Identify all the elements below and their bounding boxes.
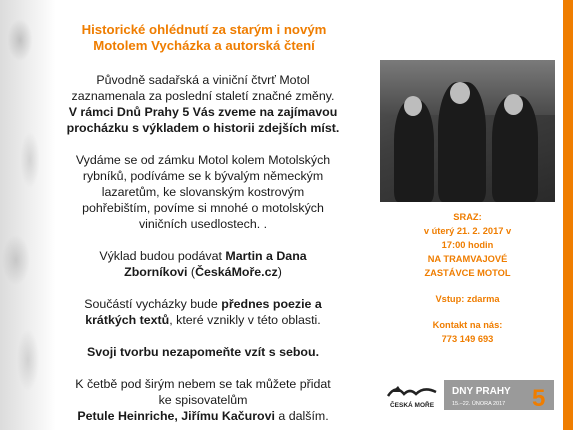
page-title: [64, 22, 344, 54]
svg-text:15.–22. ÚNORA 2017: 15.–22. ÚNORA 2017: [452, 401, 506, 407]
authors-names: Petule Heinriche, Jiřímu Kačurovi: [77, 409, 275, 423]
meeting-info: [380, 210, 555, 346]
intro-line-4: procházku s výkladem o historii zdejších míst.: [66, 121, 340, 135]
meeting-label: SRAZ:: [453, 212, 482, 222]
paragraph-bring: [38, 344, 368, 360]
title-line-1: Historické ohlédnutí za starým i novým: [81, 22, 327, 37]
guides-surname: Zborníkovi: [124, 265, 188, 279]
route-line-5: viničních usedlostech. .: [138, 217, 268, 231]
authors-others: a dalším.: [274, 409, 329, 423]
svg-text:ČESKÁ MOŘE: ČESKÁ MOŘE: [389, 402, 435, 409]
photo-face-2: [450, 82, 470, 104]
dny-prahy-5-logo: [444, 378, 554, 412]
svg-text:5: 5: [532, 385, 546, 412]
contact-label: Kontakt na nás:: [432, 320, 503, 330]
route-line-4: pohřebištím, povíme si mnohé o motolských: [82, 201, 324, 215]
poetry-text: Součástí vycházky bude: [84, 297, 222, 311]
paragraph-authors: [38, 376, 368, 424]
title-line-2: Motolem Vycházka a autorská čtení: [93, 38, 315, 53]
meeting-place-2: ZASTÁVCE MOTOL: [424, 268, 511, 278]
meeting-time: 17:00 hodin: [441, 240, 494, 250]
contact-phone[interactable]: 773 149 693: [441, 334, 494, 344]
intro-line-3: V rámci Dnů Prahy 5 Vás zveme na zajímavou: [68, 105, 338, 119]
svg-text:DNY PRAHY: DNY PRAHY: [452, 386, 511, 397]
intro-line-2: zaznamenala za poslední staletí značné změny.: [71, 89, 335, 103]
paren-open: (: [187, 265, 196, 279]
paragraph-poetry: [38, 296, 368, 328]
meeting-place-1: NA TRAMVAJOVÉ: [427, 254, 508, 264]
poetry-text-2: , které vznikly v této oblasti.: [169, 313, 321, 327]
authors-line-1: K četbě pod širým nebem se tak můžete přidat: [75, 377, 331, 391]
route-line-2: rybníků, podíváme se k bývalým německým: [82, 169, 324, 183]
route-line-1: Vydáme se od zámku Motol kolem Motolských: [75, 153, 331, 167]
meeting-date: v úterý 21. 2. 2017 v: [423, 226, 512, 236]
authors-line-2: ke spisovatelům: [158, 393, 248, 407]
paragraph-route: [38, 152, 368, 232]
ceska-more-logo: [384, 380, 440, 410]
route-line-3: lazaretům, ke slovanským kostrovým: [101, 185, 305, 199]
right-accent-bar: [563, 0, 573, 430]
poetry-bold-2: krátkých textů: [85, 313, 170, 327]
invitation-text: [38, 72, 368, 440]
photo-face-1: [404, 96, 422, 116]
intro-line-1: Původně sadařská a viniční čtvrť Motol: [96, 73, 310, 87]
paragraph-guides: [38, 248, 368, 280]
website-link[interactable]: ČeskáMoře.cz: [195, 265, 278, 279]
guides-names: Martin a Dana: [225, 249, 307, 263]
historical-photo-boys: [380, 60, 555, 202]
entry-fee: Vstup: zdarma: [435, 294, 500, 304]
photo-face-3: [504, 94, 523, 115]
poetry-bold-1: přednes poezie a: [221, 297, 322, 311]
paren-close: ): [277, 265, 282, 279]
guides-text: Výklad budou podávat: [99, 249, 226, 263]
bring-your-work: Svoji tvorbu nezapomeňte vzít s sebou.: [86, 345, 320, 359]
paragraph-intro: [38, 72, 368, 136]
